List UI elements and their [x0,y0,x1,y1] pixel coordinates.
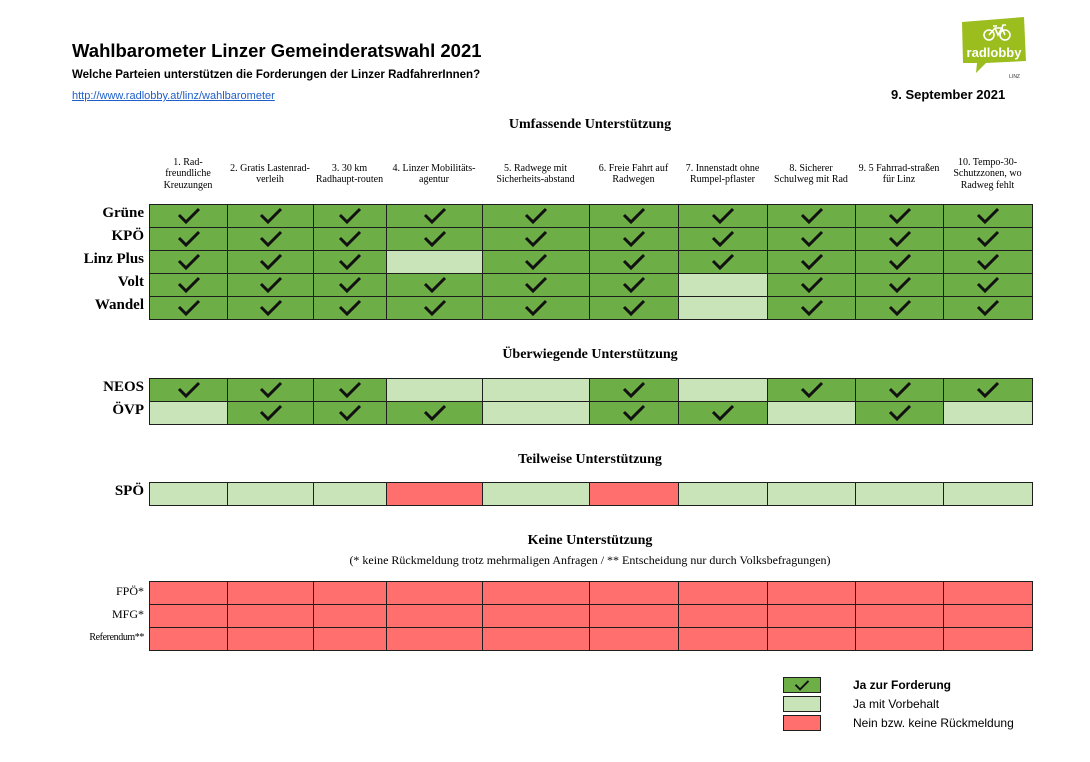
check-icon [337,229,363,249]
support-cell [227,482,314,506]
party-label: Volt [117,274,144,290]
support-cell [313,482,387,506]
support-cell [943,296,1033,320]
support-cell [386,273,483,297]
date-label: 9. September 2021 [891,87,1006,102]
check-icon [621,380,647,400]
check-icon [975,298,1001,318]
support-cell [855,273,944,297]
check-icon [176,380,202,400]
check-icon [887,275,913,295]
support-cell [149,296,228,320]
support-cell [943,378,1033,402]
support-cell [227,227,314,251]
check-icon [176,206,202,226]
support-cell [386,581,483,605]
check-icon [523,229,549,249]
support-cell [943,273,1033,297]
support-cell [589,250,679,274]
column-header-7: 7. Innenstadt ohne Rumpel-pflaster [685,162,760,185]
support-cell [386,482,483,506]
support-cell [149,581,228,605]
support-cell [767,273,856,297]
check-icon [337,403,363,423]
support-cell [227,581,314,605]
support-cell [227,273,314,297]
check-icon [799,229,825,249]
support-cell [767,250,856,274]
support-cell [482,273,590,297]
support-cell [589,296,679,320]
check-icon [621,275,647,295]
check-icon [887,380,913,400]
support-cell [855,604,944,628]
support-cell [678,273,768,297]
support-cell [855,581,944,605]
check-icon [523,252,549,272]
support-cell [678,227,768,251]
support-cell [149,401,228,425]
support-cell [767,378,856,402]
support-cell [313,204,387,228]
support-cell [767,296,856,320]
check-icon [258,403,284,423]
check-icon [337,206,363,226]
column-header-5: 5. Radwege mit Sicherheits-abstand [496,162,575,185]
check-icon [710,252,736,272]
check-icon [887,229,913,249]
support-cell [227,627,314,651]
support-cell [313,378,387,402]
party-label: Grüne [102,205,144,221]
support-cell [386,378,483,402]
support-cell [589,273,679,297]
check-icon [975,206,1001,226]
support-cell [855,378,944,402]
check-icon [176,298,202,318]
radlobby-logo [958,16,1028,82]
support-cell [589,604,679,628]
support-cell [767,401,856,425]
section-title-keine: Keine Unterstützung [527,533,653,548]
support-cell [589,401,679,425]
support-cell [482,227,590,251]
legend-swatch-reservation [783,696,821,712]
check-icon [975,380,1001,400]
check-icon [176,275,202,295]
column-header-9: 9. 5 Fahrrad-straßen für Linz [858,162,940,185]
support-cell [227,604,314,628]
support-cell [227,296,314,320]
support-cell [943,227,1033,251]
logo-city: LINZ [1009,74,1020,80]
support-cell [482,604,590,628]
party-label: ÖVP [112,402,144,418]
party-label: FPÖ* [115,584,144,598]
support-cell [589,627,679,651]
support-cell [227,250,314,274]
check-icon [710,403,736,423]
check-icon [799,380,825,400]
check-icon [258,380,284,400]
check-icon [258,206,284,226]
check-icon [422,275,448,295]
support-cell [678,296,768,320]
check-icon [337,252,363,272]
check-icon [258,252,284,272]
check-icon [887,206,913,226]
check-icon [799,275,825,295]
support-cell [149,227,228,251]
party-label: Linz Plus [83,251,144,267]
support-cell [313,273,387,297]
legend-label-yes: Ja zur Forderung [853,678,952,692]
party-label: Referendum** [89,632,144,643]
check-icon [887,403,913,423]
support-cell [767,482,856,506]
support-cell [855,401,944,425]
support-cell [767,227,856,251]
check-icon [422,403,448,423]
check-icon [975,275,1001,295]
support-cell [313,604,387,628]
support-cell [678,378,768,402]
check-icon [975,252,1001,272]
support-cell [589,378,679,402]
support-cell [313,627,387,651]
support-cell [386,296,483,320]
check-icon [887,298,913,318]
column-header-3: 3. 30 km Radhaupt-routen [315,162,384,185]
section-note-keine: (* keine Rückmeldung trotz mehrmaligen Anfragen / ** Entscheidung nur durch Volksbefragungen) [349,553,831,567]
section-title-teilweise: Teilweise Unterstützung [518,452,662,467]
legend-swatch-yes [783,677,821,693]
support-cell [149,204,228,228]
column-header-1: 1. Rad-freundliche Kreuzungen [163,156,213,191]
support-cell [943,482,1033,506]
check-icon [422,229,448,249]
support-cell [678,250,768,274]
support-cell [855,482,944,506]
wahlbarometer-link[interactable]: http://www.radlobby.at/linz/wahlbarometer [72,90,275,102]
support-cell [678,581,768,605]
check-icon [523,206,549,226]
support-cell [149,273,228,297]
support-cell [589,482,679,506]
support-cell [482,482,590,506]
support-cell [855,627,944,651]
support-cell [678,627,768,651]
check-icon [621,252,647,272]
support-cell [589,581,679,605]
check-icon [975,229,1001,249]
support-cell [482,204,590,228]
check-icon [792,679,812,692]
support-cell [386,250,483,274]
section-title-ueberwiegend: Überwiegende Unterstützung [502,347,678,362]
page-title: Wahlbarometer Linzer Gemeinderatswahl 2021 [72,40,482,61]
support-cell [943,204,1033,228]
support-cell [678,401,768,425]
column-header-4: 4. Linzer Mobilitäts-agentur [392,162,476,185]
support-cell [482,250,590,274]
check-icon [258,298,284,318]
check-icon [422,206,448,226]
support-cell [149,604,228,628]
check-icon [621,403,647,423]
check-icon [523,298,549,318]
check-icon [710,229,736,249]
support-cell [482,401,590,425]
support-cell [855,204,944,228]
support-cell [482,581,590,605]
support-cell [482,378,590,402]
support-cell [943,581,1033,605]
check-icon [176,252,202,272]
page-subtitle: Welche Parteien unterstützen die Forderungen der Linzer RadfahrerInnen? [72,69,481,81]
check-icon [337,380,363,400]
support-cell [678,204,768,228]
support-cell [482,296,590,320]
check-icon [258,275,284,295]
support-cell [313,581,387,605]
check-icon [621,298,647,318]
check-icon [887,252,913,272]
check-icon [258,229,284,249]
party-label: MFG* [111,607,144,621]
support-cell [149,250,228,274]
logo-wordmark: radlobby [966,45,1022,60]
support-cell [313,250,387,274]
check-icon [337,275,363,295]
support-cell [943,250,1033,274]
support-cell [589,204,679,228]
support-cell [313,401,387,425]
support-cell [149,482,228,506]
legend-label-reservation: Ja mit Vorbehalt [853,697,940,711]
party-label: Wandel [94,297,144,313]
support-cell [227,401,314,425]
check-icon [799,252,825,272]
check-icon [621,229,647,249]
column-header-2: 2. Gratis Lastenrad-verleih [230,162,310,185]
support-cell [589,227,679,251]
check-icon [523,275,549,295]
column-header-10: 10. Tempo-30-Schutzzonen, wo Radweg fehlt [953,156,1022,191]
support-cell [313,296,387,320]
support-cell [767,627,856,651]
legend-swatch-no [783,715,821,731]
support-cell [855,250,944,274]
support-cell [678,482,768,506]
support-cell [943,604,1033,628]
support-cell [767,604,856,628]
support-cell [767,581,856,605]
support-cell [943,401,1033,425]
party-label: SPÖ [114,483,144,499]
support-cell [943,627,1033,651]
support-cell [149,378,228,402]
check-icon [422,298,448,318]
support-cell [767,204,856,228]
legend-label-no: Nein bzw. keine Rückmeldung [853,716,1014,730]
party-label: KPÖ [111,228,144,244]
support-cell [149,627,228,651]
support-cell [855,296,944,320]
check-icon [799,206,825,226]
check-icon [337,298,363,318]
support-cell [855,227,944,251]
support-cell [386,604,483,628]
check-icon [176,229,202,249]
support-cell [386,227,483,251]
support-cell [227,204,314,228]
check-icon [621,206,647,226]
column-header-8: 8. Sicherer Schulweg mit Rad [774,162,848,185]
support-cell [313,227,387,251]
check-icon [710,206,736,226]
check-icon [799,298,825,318]
support-cell [386,401,483,425]
support-cell [386,627,483,651]
support-cell [678,604,768,628]
section-title-umfassend: Umfassende Unterstützung [508,117,672,132]
support-cell [386,204,483,228]
column-header-6: 6. Freie Fahrt auf Radwegen [598,162,669,185]
support-cell [227,378,314,402]
party-label: NEOS [103,379,144,395]
support-cell [482,627,590,651]
